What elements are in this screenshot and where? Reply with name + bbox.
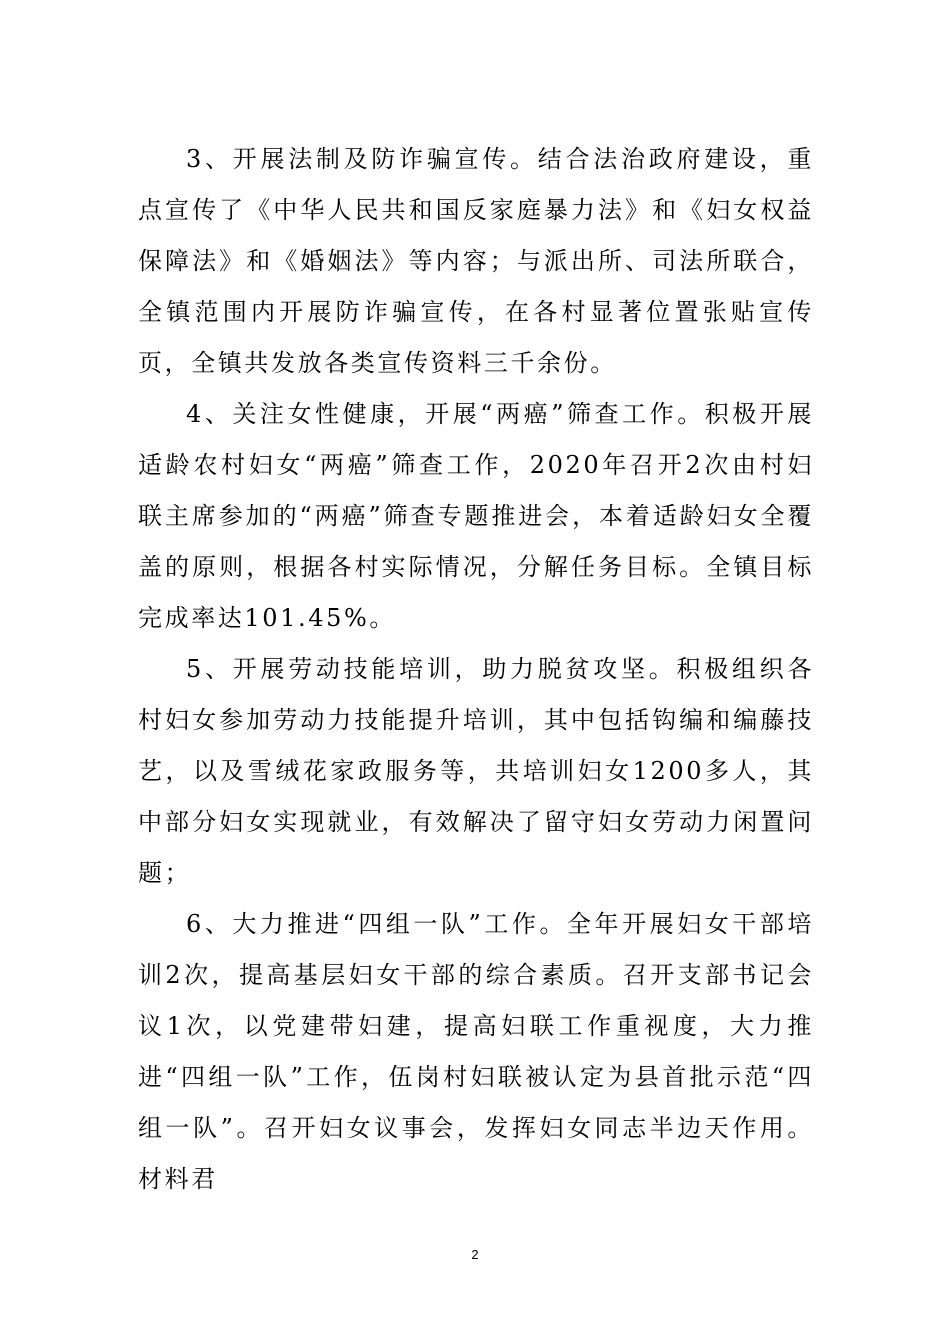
paragraph-legal-publicity: 3、开展法制及防诈骗宣传。结合法治政府建设，重点宣传了《中华人民共和国反家庭暴力法》和《妇女权益保障法》和《婚姻法》等内容；与派出所、司法所联合，全镇范围内开展防诈骗宣传，在各村显著位置张贴宣传页，全镇共发放各类宣传资料三千余份。 [138,145,814,377]
body-text [138,134,814,1205]
paragraph-health-screening: 4、关注女性健康，开展“两癌”筛查工作。积极开展适龄农村妇女“两癌”筛查工作，2020年召开2次由村妇联主席参加的“两癌”筛查专题推进会，本着适龄妇女全覆盖的原则，根据各村实际情况，分解任务目标。全镇目标完成率达101.45%。 [138,400,814,632]
paragraph-four-groups-one-team: 6、大力推进“四组一队”工作。全年开展妇女干部培训2次，提高基层妇女干部的综合素质。召开支部书记会议1次，以党建带妇建，提高妇联工作重视度，大力推进“四组一队”工作，伍岗村妇联被认定为县首批示范“四组一队”。召开妇女议事会，发挥妇女同志半边天作用。材料君 [138,910,814,1193]
paragraph-skills-training: 5、开展劳动技能培训，助力脱贫攻坚。积极组织各村妇女参加劳动力技能提升培训，其中包括钩编和编藤技艺，以及雪绒花家政服务等，共培训妇女1200多人，其中部分妇女实现就业，有效解决了留守妇女劳动力闲置问题； [138,655,814,887]
page-number: 2 [471,1247,479,1262]
